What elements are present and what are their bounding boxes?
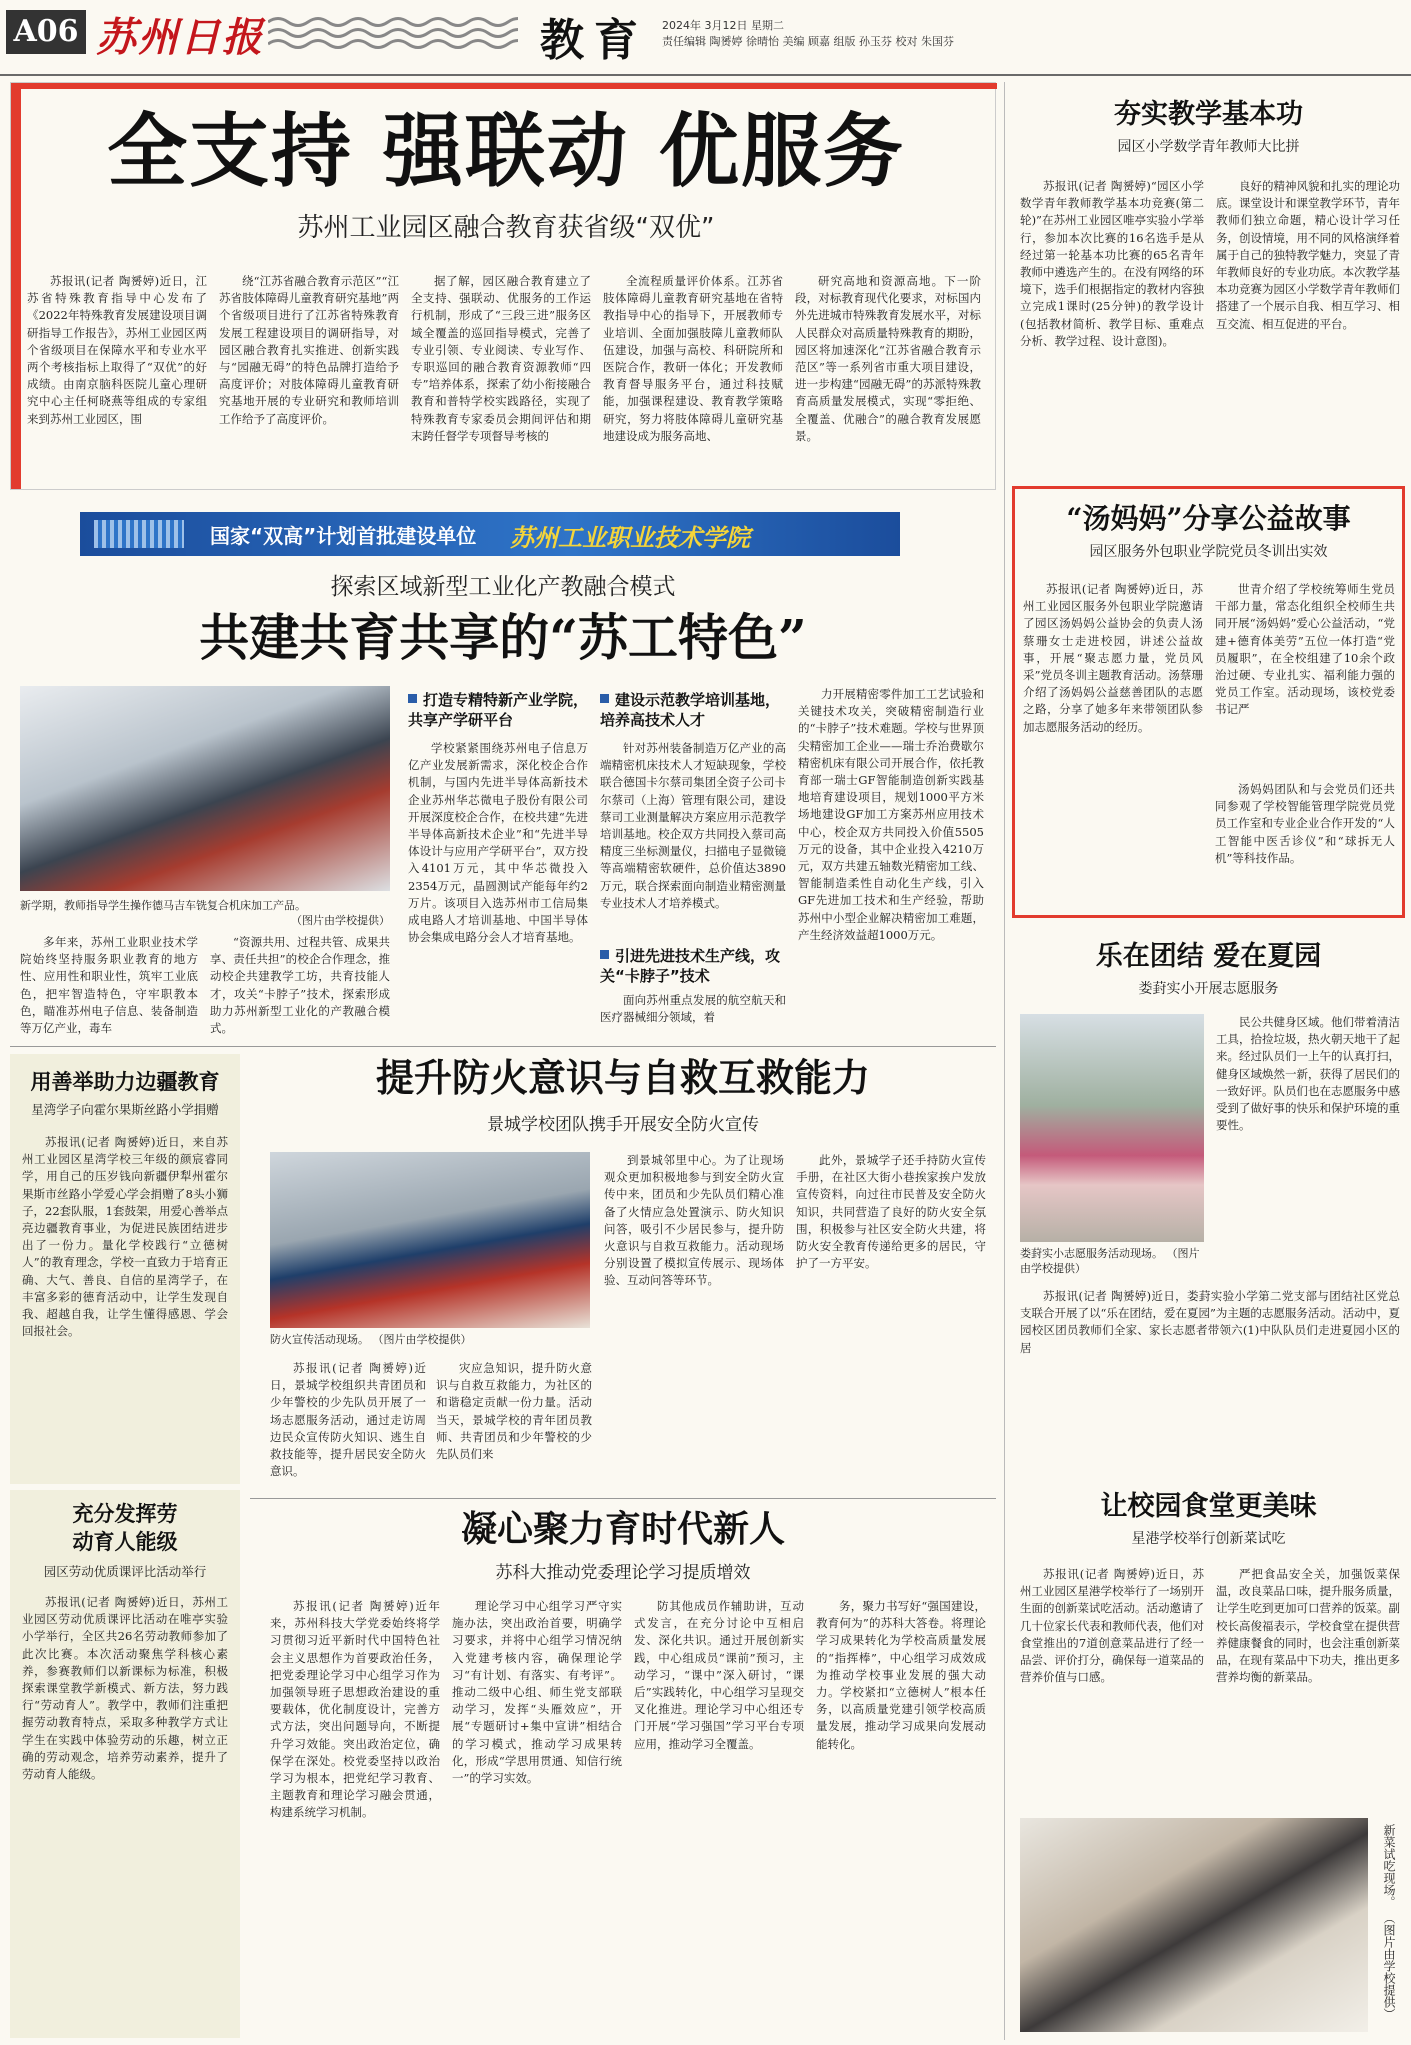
lead-col-1: 苏报讯(记者 陶赟婷)近日，江苏省特殊教育指导中心发布了《2022年特殊教育发展建设项目调研指导工作报告》，苏州工业园区两个省级项目在保障水平和专业水平两个考核指标上取得了“双优”的好成绩。由南京脑科医院儿童心理研究中心主任柯晓燕等组成的专家组来到苏州工业园区，围 bbox=[27, 274, 207, 426]
xinren-subhead: 苏科大推动党委理论学习提质增效 bbox=[495, 1563, 751, 1583]
firefight-story bbox=[250, 1054, 996, 1494]
column-divider bbox=[1004, 82, 1005, 2040]
laodong-subhead: 园区劳动优质课评比活动举行 bbox=[43, 1564, 207, 1579]
sugong-col-e: 针对苏州装备制造万亿产业的高端精密机床技术人才短缺现象，学校联合德国卡尔蔡司集团全资子公司卡尔蔡司（上海）管理有限公司，建设蔡司工业测量解决方案应用示范教学培训基地。校企双方共同投入蔡司高精度三坐标测量仪，扫描电子显微镜等高端精密软硬件，总价值达3890万元，联合探索面向制造业精密测量专业技术人才培养模式。 bbox=[600, 741, 786, 910]
xinren-col-4: 务，聚力书写好“强国建设，教育何为”的苏科大答卷。将理论学习成果转化为学校高质量发展的“指挥棒”，中心组学习成效成为推动学校事业发展的强大动力。学校紧扣“立德树人”根本任务，以高质量党建引领学校高质量发展，推动学习成果向发展动能转化。 bbox=[816, 1599, 986, 1751]
sugong-headline: 共建共育共享的“苏工特色” bbox=[199, 608, 807, 667]
firefight-col-a: 苏报讯(记者 陶赟婷)近日，景城学校组织共青团员和少年警校的少先队员开展了一场志愿服务活动，通过走访周边民众宣传防火知识、逃生自救技能等，提升居民安全防火意识。 bbox=[270, 1361, 426, 1479]
sidebar-xiayuan bbox=[1012, 928, 1405, 1468]
banner-school: 苏州工业职业技术学院 bbox=[510, 523, 750, 552]
firefight-caption bbox=[270, 1332, 590, 1347]
math-subhead: 园区小学数学青年教师大比拼 bbox=[1117, 139, 1300, 155]
editor-credits: 责任编辑 陶赟婷 徐晴怡 美编 顾嘉 组版 孙玉芬 校对 朱国芬 bbox=[662, 35, 954, 48]
xiayuan-col-b: 苏报讯(记者 陶赟婷)近日，娄葑实验小学第二党支部与团结社区党总支联合开展了以“乐在团结，爱在夏园”为主题的志愿服务活动。活动中，夏园校区团员教师们全家、家长志愿者带领六(1)中队队员们走进夏园小区的居 bbox=[1020, 1289, 1400, 1355]
sugong-col-g: 力开展精密零件加工工艺试验和关键技术攻关，突破精密制造行业的“卡脖子”技术难题。学校与世界顶尖精密加工企业——瑞士乔治费歇尔精密机床有限公司开展合作，依托教育部一瑞士GF智能制造创新实践基地培育建设项目，规划1000平方米场地建设GF加工方案苏州应用技术中心，校企双方共同投入价值5505万元的设备，其中企业投入4210万元，双方共建五轴数光精密加工线、智能制造柔性自动化生产线，引入GF先进加工技术和生产经验，帮助苏州中小型企业解决精密加工难题，产生经济效益超1000万元。 bbox=[798, 687, 984, 942]
tangmama-subhead: 园区服务外包职业学院党员冬训出实效 bbox=[1089, 544, 1328, 560]
sidebar-math bbox=[1012, 82, 1405, 474]
firefight-col-b: 灾应急知识，提升防火意识与自救互救能力，为社区的和谐稳定贡献一份力量。活动当天，景城学校的青年团员教师、共青团员和少年警校的少先队员们来 bbox=[436, 1361, 592, 1462]
sugong-col-b: “资源共用、过程共管、成果共享、责任共担”的校企合作理念，推动校企共建教学工坊，共育技能人才，攻关“卡脖子”技术，探索形成助力苏州新型工业化的产教融合模式。 bbox=[210, 935, 390, 1036]
square-bullet-icon bbox=[600, 950, 609, 959]
sugong-caption bbox=[20, 898, 390, 928]
issue-date: 2024年 3月12日 星期二 bbox=[662, 19, 784, 32]
xinren-col-3: 防其他成员作辅助讲，互动式发言，在充分讨论中互相启发、深化共识。通过开展创新实践，中心组成员“课前”预习，主动学习，“课中”深入研讨，“课后”实践转化，中心组学习呈现交叉化推进。理论学习中心组还专门开展“学习强国”学习平台专项应用，推动学习全覆盖。 bbox=[634, 1599, 804, 1751]
firefight-credit: （图片由学校提供） bbox=[372, 1333, 472, 1346]
left-jiaoyu-box bbox=[10, 1054, 240, 1484]
edit-info bbox=[662, 18, 954, 50]
canteen-subhead: 星港学校举行创新菜试吃 bbox=[1131, 1531, 1286, 1547]
sugong-col-f: 面向苏州重点发展的航空航天和医疗器械细分领域，着 bbox=[600, 993, 786, 1025]
sugong-kicker: 探索区域新型工业化产教融合模式 bbox=[330, 574, 676, 600]
sugong-sub3: 引进先进技术生产线，攻关“卡脖子”技术 bbox=[600, 947, 781, 985]
xinren-headline: 凝心聚力育时代新人 bbox=[460, 1508, 785, 1550]
lead-red-bar bbox=[11, 83, 21, 489]
sugong-credit: （图片由学校提供） bbox=[291, 914, 390, 927]
sugong-col-c: 学校紧紧围绕苏州电子信息万亿产业发展新需求，深化校企合作机制，与国内先进半导体高新技术企业苏州华芯微电子股份有限公司开展深度校企合作，在校共建“先进半导体高新技术企业”和“先进半导体设计与应用产学研平台”，双方投入4101万元，其中华芯微投入2354万元，晶圆测试产能每年约2万片。该项目入选苏州市工信局集成电路人才培训基地、中国半导体协会集成电路分会人才培育基地。 bbox=[408, 741, 588, 945]
math-col-a: 苏报讯(记者 陶赟婷)“园区小学数学青年教师教学基本功竞赛(第二轮)”在苏州工业园区唯亭实验小学举行，参加本次比赛的16名选手是从经过第一轮基本功比赛的65名青年教师中遴选产生的。在没有网络的环境下，选手们根据指定的教材内容独立完成1课时(25分钟)的教学设计(包括教材简析、教学目标、重难点分析、教学过程、设计意图)。 bbox=[1020, 179, 1204, 348]
sidebar-tangmama bbox=[1012, 486, 1405, 918]
lead-story bbox=[10, 82, 996, 490]
tangmama-col-a: 苏报讯(记者 陶赟婷)近日，苏州工业园区服务外包职业学院邀请了园区汤妈妈公益协会的负责人汤蔡珊女士走进校园，讲述公益故事，开展“聚志愿力量，党员风采”党员冬训主题教育活动。汤蔡珊介绍了汤妈妈公益慈善团队的志愿之路，分享了她多年来带领团队参加志愿服务活动的经历。 bbox=[1023, 582, 1203, 734]
banner-emblem-icon bbox=[94, 520, 184, 548]
lead-subhead: 苏州工业园区融合教育获省级“双优” bbox=[297, 213, 715, 243]
lead-col-2: 绕“江苏省融合教育示范区”“江苏省肢体障碍儿童教育研究基地”两个省级项目进行了江苏省特殊教育发展工程建设项目的调研指导，对园区融合教育扎实推进、创新实践与“园融无碍”的特色品牌打造给予高度评价；对肢体障碍儿童教育研究基地开展的专业研究和教师培训工作给予了高度评价。 bbox=[219, 274, 399, 426]
xiayuan-credit: （图片由学校提供） bbox=[1020, 1247, 1200, 1275]
sugong-story bbox=[10, 562, 996, 1042]
jiaoyu-subhead: 星湾学子向霍尔果斯丝路小学捐赠 bbox=[31, 1102, 219, 1117]
xiayuan-photo bbox=[1020, 1014, 1204, 1242]
xinren-col-1: 苏报讯(记者 陶赟婷)近年来，苏州科技大学党委始终将学习贯彻习近平新时代中国特色社会主义思想作为首要政治任务，把党委理论学习中心组学习作为加强领导班子思想政治建设的重要载体，优化制度设计，完善方式方法，突出问题导向，不断提升学习效能。突出政治定位，确保学在深处。校党委坚持以政治学习为根本，把党纪学习教育、主题教育和理论学习融会贯通，构建系统学习机制。 bbox=[270, 1599, 440, 1820]
square-bullet-icon bbox=[600, 694, 609, 703]
xinren-col-2: 理论学习中心组学习严守实施办法，突出政治首要，明确学习要求，并将中心组学习情况纳入党建考核内容，确保理论学习“有计划、有落实、有考评”。推动二级中心组、师生党支部联动学习，发挥“头雁效应”，开展“专题研讨+集中宣讲”相结合的学习模式，推动学习成果转化，形成“学思用贯通、知信行统一”的学习实效。 bbox=[452, 1599, 622, 1786]
xiayuan-subhead: 娄葑实小开展志愿服务 bbox=[1138, 981, 1279, 997]
firefight-headline: 提升防火意识与自救互救能力 bbox=[375, 1055, 870, 1100]
canteen-credit: （图片由学校提供） bbox=[1382, 1911, 1396, 2020]
divider bbox=[250, 1498, 996, 1499]
math-headline: 夯实教学基本功 bbox=[1114, 99, 1303, 130]
lead-col-3: 据了解，园区融合教育建立了全支持、强联动、优服务的工作运行机制，形成了“三段三进”服务区域全覆盖的巡回指导模式，完善了专业引领、专业阅读、专业写作、专职巡回的融合教育资源教师“四专”培养体系，探索了幼小衔接融合教育和普特学校实践路径，实现了特殊教育专家委员会期间评估和期末跨任督学专项督导考核的 bbox=[411, 274, 591, 443]
lead-col-5: 研究高地和资源高地。下一阶段，对标教育现代化要求，对标国内外先进城市特殊教育发展水平，对标人民群众对高质量特殊教育的期盼，园区将加速深化“江苏省融合教育示范区”等一系列省市重大项目建设，进一步构建“园融无碍”的苏派特殊教育高质量发展模式，实现“零拒绝、全覆盖、优融合”的融合教育发展愿景。 bbox=[795, 274, 981, 443]
sidebar-canteen bbox=[1012, 1478, 1405, 2040]
xinren-story bbox=[250, 1506, 996, 2040]
tangmama-col-b: 世青介绍了学校统筹师生党员干部力量，常态化组织全校师生共同开展“汤妈妈”爱心公益活动，“党建+德育体美劳”五位一体打造“党员履职”，在全校组建了10余个政治过硬、专业扎实、福利能力强的党员工作室。活动现场，该校党委书记严 bbox=[1215, 582, 1395, 717]
lead-col-4: 全流程质量评价体系。江苏省肢体障碍儿童教育研究基地在省特教指导中心的指导下，开展教师专业培训、全面加强肢障儿童教师队伍建设，加强与高校、科研院所和医院合作，教研一体化；开发教师教育督导服务平台，通过科技赋能，加强课程建设、教育教学策略研究，努力将肢体障碍儿童研究基地建设成为服务高地、 bbox=[603, 274, 783, 443]
jiaoyu-headline: 用善举助力边疆教育 bbox=[30, 1069, 220, 1094]
canteen-caption-text: 新菜试吃现场。 bbox=[1382, 1824, 1396, 1908]
xiayuan-caption bbox=[1020, 1246, 1204, 1276]
jiaoyu-body: 苏报讯(记者 陶赟婷)近日，来自苏州工业园区星湾学校三年级的颜宸睿同学，用自己的压岁钱向新疆伊犁州霍尔果斯市丝路小学爱心学会捐赠了8头小狮子，22套队服，1套鼓架，用爱心善举点亮边疆教育事业，为促进民族团结进步出了一份力。量化学校践行“立德树人”的教育理念，学校一直致力于培育正确、大气、善良、自信的星湾学子，在丰富多彩的德育活动中，让学生发现自我、超越自我，让学生懂得感恩、学会回报社会。 bbox=[22, 1135, 228, 1339]
banner-text: 国家“双高”计划首批建设单位 bbox=[210, 524, 477, 548]
firefight-col-c: 到景城邻里中心。为了让现场观众更加积极地参与到安全防火宣传中来，团员和少先队员们精心准备了火情应急处置演示、防火知识问答，吸引不少居民参与，提升防火意识与自救互救能力。活动现场分别设置了模拟宣传展示、现场体验、互动问答等环节。 bbox=[604, 1153, 784, 1288]
banner bbox=[80, 512, 900, 556]
firefight-subhead: 景城学校团队携手开展安全防火宣传 bbox=[487, 1115, 759, 1135]
math-col-b: 良好的精神风貌和扎实的理论功底。课堂设计和课堂教学环节，青年教师们独立命题，精心设计学习任务，创设情境，用不同的风格演绎着属于自己的独特教学魅力，突显了青年教师良好的专业功底。本次教学基本功竞赛为园区小学数学青年教师们搭建了一个展示自我、相互学习、相互交流、相互促进的平台。 bbox=[1216, 179, 1400, 331]
section-title: 教育 bbox=[540, 15, 648, 66]
sugong-sub2: 建设示范教学培训基地，培养高技术人才 bbox=[600, 691, 781, 729]
canteen-col-b: 严把食品安全关，加强饭菜保温，改良菜品口味，提升服务质量，让学生吃到更加可口营养的饭菜。副校长高俊福表示，学校食堂在提供营养健康餐食的同时，也会注重创新菜品，在现有菜品中下功夫，推出更多营养均衡的新菜品。 bbox=[1216, 1567, 1400, 1685]
sugong-caption-text: 新学期，教师指导学生操作德马吉车铣复合机床加工产品。 bbox=[20, 899, 306, 912]
canteen-photo bbox=[1020, 1818, 1368, 2032]
firefight-photo bbox=[270, 1152, 590, 1328]
xiayuan-headline: 乐在团结 爱在夏园 bbox=[1095, 941, 1322, 972]
tangmama-headline: “汤妈妈”分享公益故事 bbox=[1066, 502, 1351, 535]
canteen-side-caption bbox=[1374, 1824, 1396, 2020]
lead-top-bar bbox=[11, 83, 997, 89]
wave-ornament-icon bbox=[268, 14, 518, 52]
tangmama-col-c: 汤妈妈团队和与会党员们还共同参观了学校智能管理学院党员党员工作室和专业企业合作开发的“人工智能中医舌诊仪”和“球拆无人机”等科技作品。 bbox=[1215, 782, 1395, 865]
firefight-caption-text: 防火宣传活动现场。 bbox=[270, 1333, 369, 1346]
firefight-col-d: 此外，景城学子还手持防火宣传手册，在社区大街小巷挨家挨户发放宣传资料，向过往市民普及安全防火知识，共同营造了良好的防火安全氛围，积极参与社区安全防火共建，将防火安全教育传递给更多的居民，守护了一方平安。 bbox=[796, 1153, 986, 1271]
xiayuan-caption-text: 娄葑实小志愿服务活动现场。 bbox=[1020, 1247, 1163, 1260]
sugong-photo bbox=[20, 686, 390, 891]
sugong-sub1: 打造专精特新产业学院，共享产学研平台 bbox=[408, 691, 589, 729]
xiayuan-col-a: 民公共健身区域。他们带着清洁工具，拾捡垃圾，热火朝天地干了起来。经过队员们一上午的认真打扫，健身区域焕然一新，获得了居民们的一致好评。队员们也在志愿服务中感受到了做好事的快乐和保护环境的重要性。 bbox=[1216, 1015, 1400, 1133]
laodong-body: 苏报讯(记者 陶赟婷)近日，苏州工业园区劳动优质课评比活动在唯亭实验小学举行，全区共26名劳动教师参加了此次比赛。本次活动聚焦学科核心素养，参赛教师们以新课标为标准，积极探索课堂教学新模式、新方法，努力践行“劳动育人”。教学中，教师们注重把握劳动教育特点，采取多种教学方式让学生在实践中体验劳动的乐趣，树立正确的劳动观念，培养劳动素养，提升了劳动育人能级。 bbox=[22, 1595, 228, 1782]
laodong-headline: 充分发挥劳动育人能级 bbox=[72, 1501, 178, 1554]
paper-name: 苏州日报 bbox=[96, 14, 264, 61]
left-laodong-box bbox=[10, 1490, 240, 2038]
square-bullet-icon bbox=[408, 694, 417, 703]
canteen-headline: 让校园食堂更美味 bbox=[1100, 1491, 1317, 1522]
page-number: A06 bbox=[6, 10, 86, 54]
sugong-col-a: 多年来，苏州工业职业技术学院始终坚持服务职业教育的地方性、应用性和职业性，筑牢工业底色，把牢智造特色，守牢职教本色，瞄准苏州电子信息、装备制造等万亿产业，毒车 bbox=[20, 935, 198, 1036]
masthead bbox=[0, 0, 1411, 76]
lead-headline: 全支持 强联动 优服务 bbox=[107, 104, 905, 198]
divider bbox=[10, 1046, 996, 1047]
canteen-col-a: 苏报讯(记者 陶赟婷)近日，苏州工业园区星港学校举行了一场别开生面的创新菜试吃活动。活动邀请了几十位家长代表和教师代表，他们对食堂推出的7道创意菜品进行了经一品尝、评价打分，确保每一道菜品的营养价值与口感。 bbox=[1020, 1567, 1204, 1685]
